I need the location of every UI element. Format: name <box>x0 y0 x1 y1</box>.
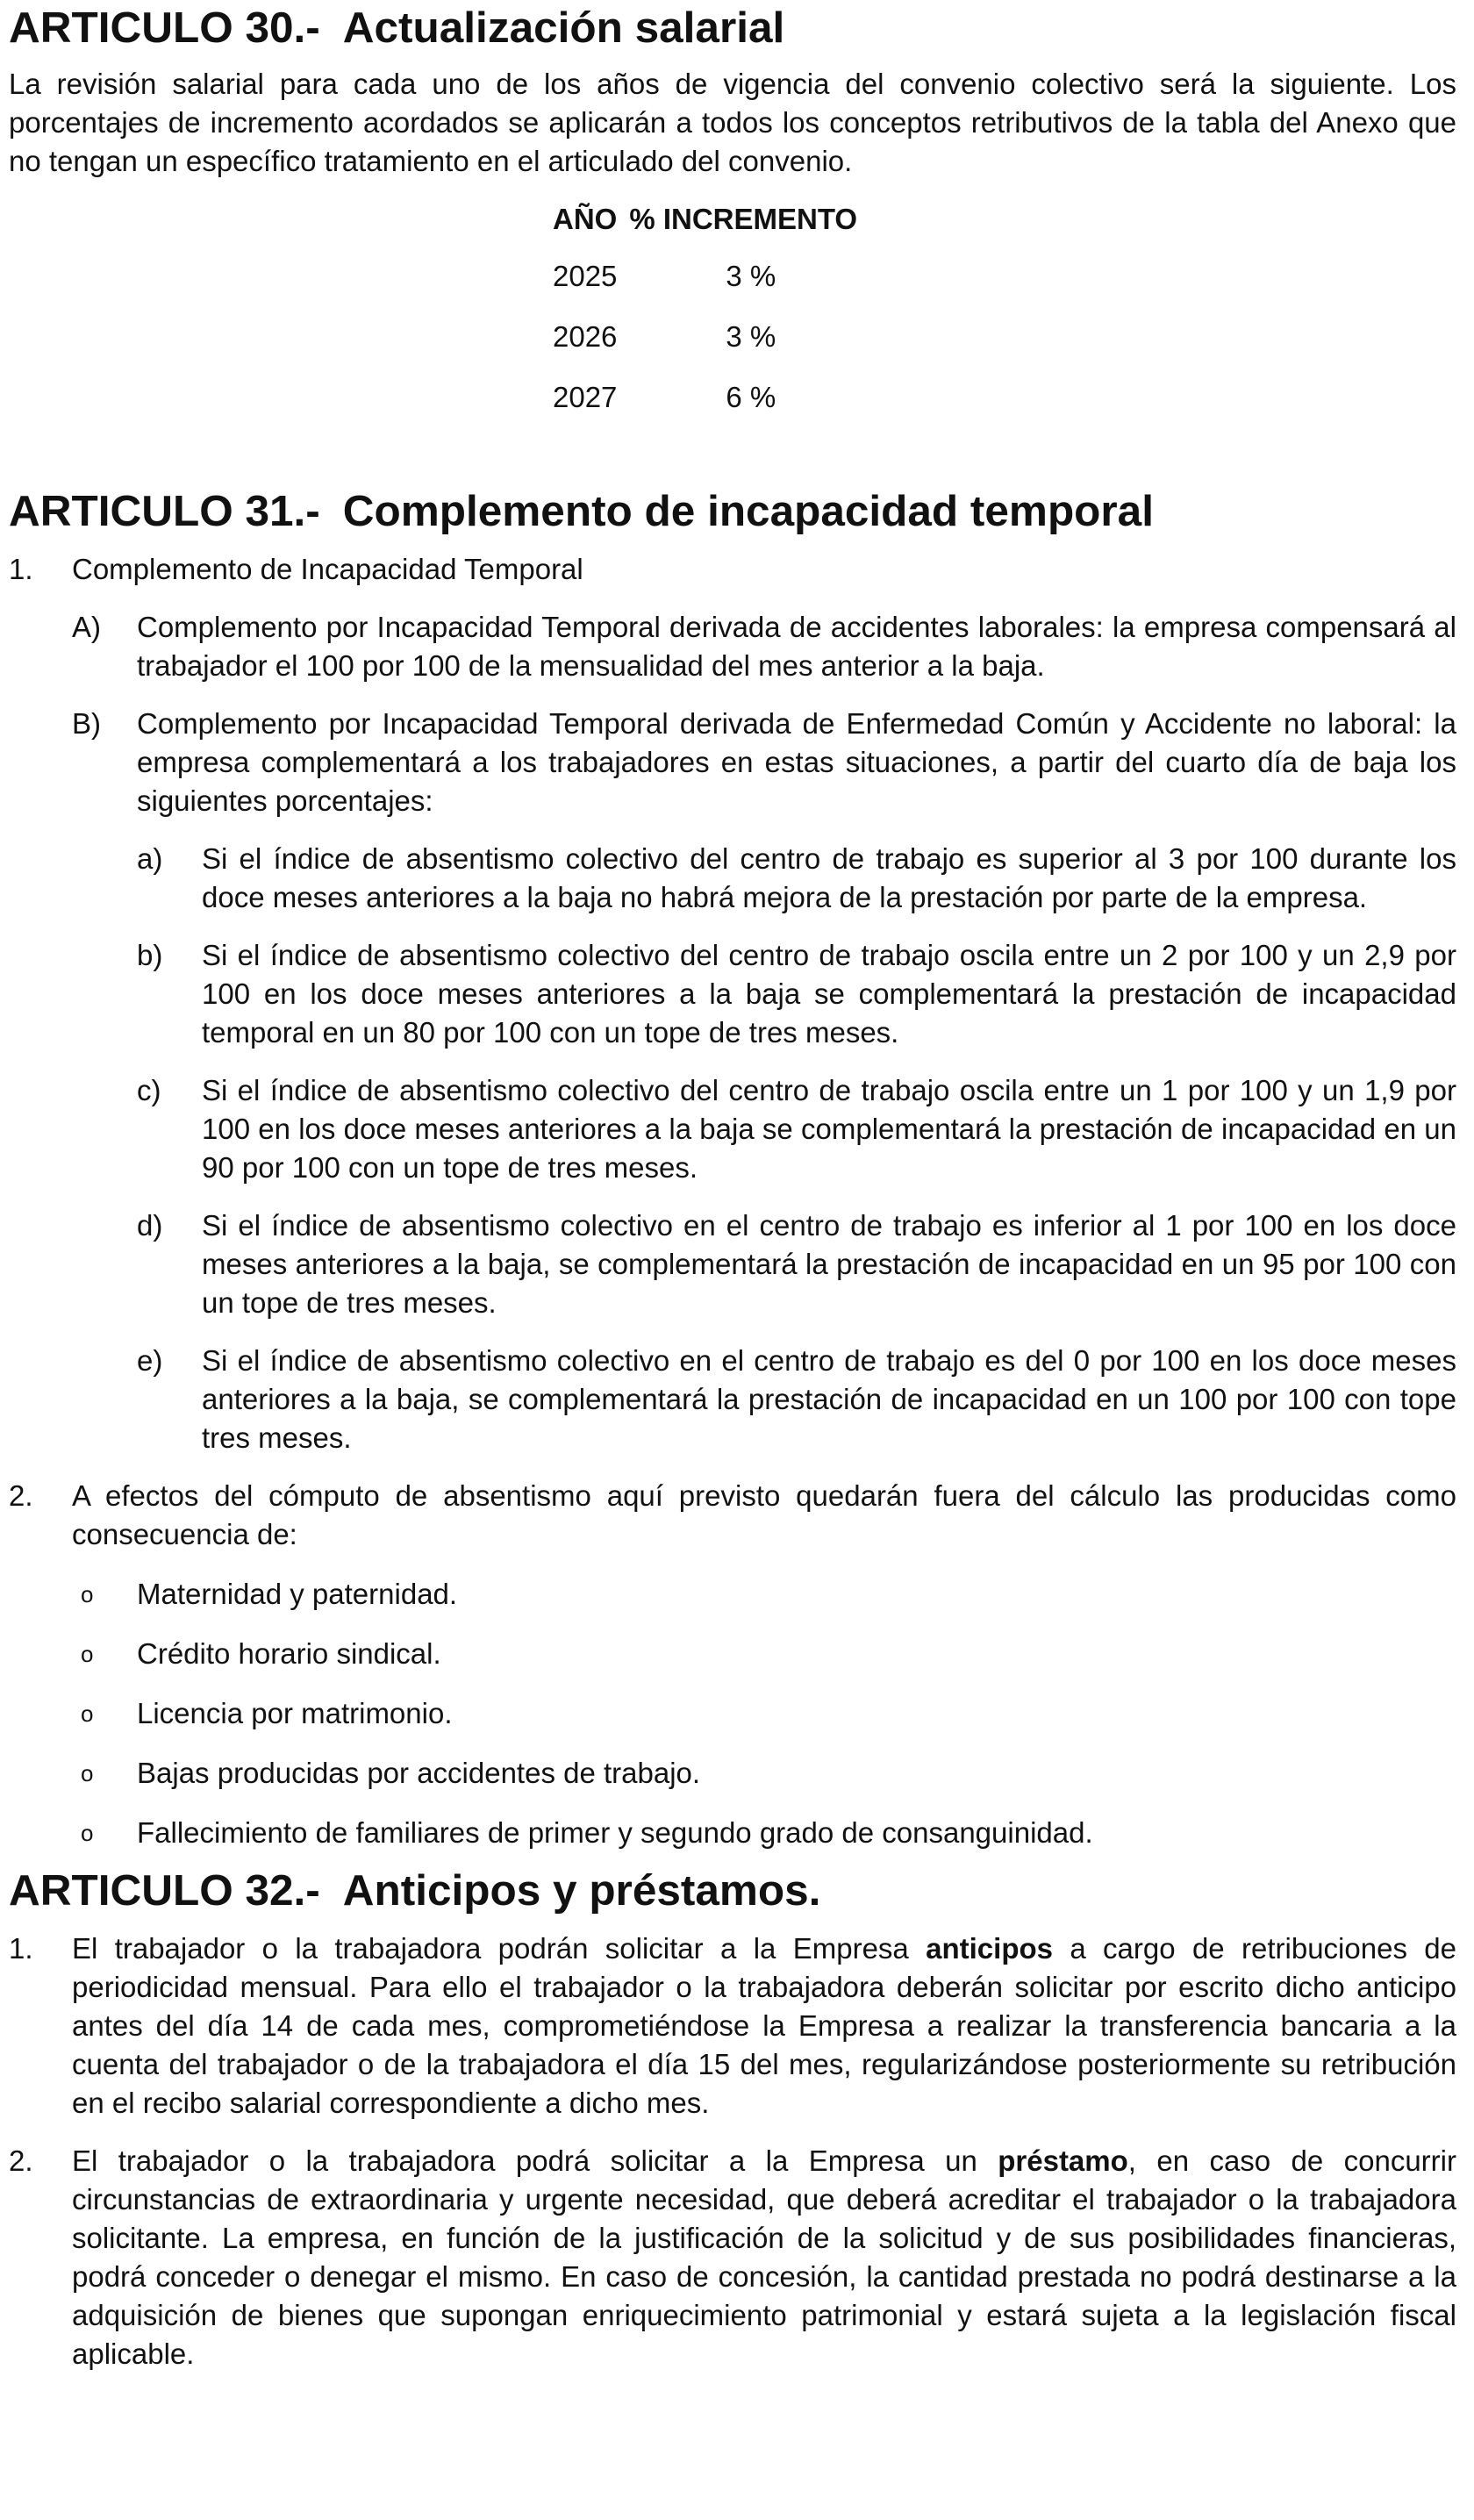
item-keyword: préstamo <box>998 2144 1128 2177</box>
list-item <box>9 1754 1456 1793</box>
art32-title: Anticipos y préstamos. <box>342 1866 821 1915</box>
bullet-icon: o <box>81 1641 94 1667</box>
item-text-start: El trabajador o la trabajadora podrá solicitar a la Empresa un <box>72 2144 998 2177</box>
art31-title: Complemento de incapacidad temporal <box>342 487 1154 535</box>
art32-item-1 <box>9 1929 1456 2123</box>
case-label: c) <box>137 1074 161 1106</box>
bullet-text: Maternidad y paternidad. <box>137 1578 458 1610</box>
bullet-icon: o <box>81 1700 94 1727</box>
list-item <box>9 1575 1456 1614</box>
list-item <box>9 1071 1456 1187</box>
sub-label: A) <box>72 611 101 643</box>
bullet-text: Licencia por matrimonio. <box>137 1697 453 1729</box>
list-item <box>9 1814 1456 1852</box>
art30-intro: La revisión salarial para cada uno de los años de vigencia del convenio colectivo será la siguiente. Los porcentajes de incremento acordados se aplicarán a todos los conceptos retributivos de la tabla del Anexo que no tengan un específico tratamiento en el articulado del convenio. <box>9 68 1456 177</box>
art31-heading <box>9 487 1456 535</box>
item-text-start: El trabajador o la trabajadora podrán solicitar a la Empresa <box>72 1932 927 1965</box>
sub-text: Complemento por Incapacidad Temporal derivada de Enfermedad Común y Accidente no laboral: la empresa complementará a los trabajadores en estas situaciones, a partir del cuarto día de baja los siguientes porcentajes: <box>137 707 1456 817</box>
item-label: 1. <box>9 1932 33 1965</box>
art32-heading <box>9 1866 1456 1915</box>
col-year-header: AÑO <box>553 203 618 235</box>
art32-item-2 <box>9 2142 1456 2373</box>
case-label: e) <box>137 1344 163 1377</box>
art30-title: Actualización salarial <box>342 4 785 52</box>
list-item <box>9 936 1456 1052</box>
bullet-icon: o <box>81 1820 94 1846</box>
year-cell: 2027 <box>553 380 618 413</box>
item-label: 1. <box>9 553 33 585</box>
increment-table-header <box>553 193 869 246</box>
art30-heading <box>9 4 1456 52</box>
item-text <box>72 1929 1456 2123</box>
bullet-text: Bajas producidas por accidentes de trabajo. <box>137 1757 701 1789</box>
document-page <box>9 4 1456 2373</box>
bullet-text: Crédito horario sindical. <box>137 1637 441 1670</box>
pct-cell: 3 % <box>726 319 776 353</box>
sub-text: Complemento por Incapacidad Temporal derivada de accidentes laborales: la empresa compensará al trabajador el 100 por 100 de la mensualidad del mes anterior a la baja. <box>137 611 1456 682</box>
case-text: Si el índice de absentismo colectivo en el centro de trabajo es del 0 por 100 en los doce meses anteriores a la baja, se complementará la prestación de incapacidad en un 100 por 100 con tope tres meses. <box>202 1344 1456 1454</box>
case-text: Si el índice de absentismo colectivo del centro de trabajo oscila entre un 2 por 100 y un 2,9 por 100 en los doce meses anteriores a la baja se complementará la prestación de incapacidad temporal en un 80 por 100 con un tope de tres meses. <box>202 939 1456 1049</box>
list-item <box>9 1206 1456 1322</box>
art31-item-1 <box>9 550 1456 589</box>
increment-table <box>553 193 869 427</box>
year-cell: 2025 <box>553 259 618 292</box>
art32-number: ARTICULO 32.- <box>9 1866 320 1915</box>
bullet-icon: o <box>81 1760 94 1786</box>
item-text: Complemento de Incapacidad Temporal <box>72 553 583 585</box>
art31-number: ARTICULO 31.- <box>9 487 320 535</box>
item-label: 2. <box>9 1479 33 1512</box>
art30-number: ARTICULO 30.- <box>9 4 320 52</box>
case-text: Si el índice de absentismo colectivo del centro de trabajo oscila entre un 1 por 100 y un 1,9 por 100 en los doce meses anteriores a la baja se complementará la prestación de incapacidad en un 90 por 100 con un tope de tres meses. <box>202 1074 1456 1184</box>
case-label: a) <box>137 842 163 875</box>
case-text: Si el índice de absentismo colectivo en el centro de trabajo es inferior al 1 por 100 en los doce meses anteriores a la baja, se complementará la prestación de incapacidad en un 95 por 100 con un tope de tres meses. <box>202 1209 1456 1319</box>
item-text: A efectos del cómputo de absentismo aquí previsto quedarán fuera del cálculo las producidas como consecuencia de: <box>72 1479 1456 1550</box>
art31-item-2 <box>9 1477 1456 1554</box>
case-text: Si el índice de absentismo colectivo del centro de trabajo es superior al 3 por 100 durante los doce meses anteriores a la baja no habrá mejora de la prestación por parte de la empresa. <box>202 842 1456 913</box>
item-text-end: a cargo de retribuciones de periodicidad mensual. Para ello el trabajador o la trabajadora deberán solicitar por escrito dicho anticipo antes del día 14 de cada mes, comprometiéndose la Empresa a realizar la transferencia bancaria a la cuenta del trabajador o de la trabajadora el día 15 del mes, regularizándose posteriormente su retribución en el recibo salarial correspondiente a dicho mes. <box>72 1932 1456 2119</box>
list-item <box>9 1342 1456 1457</box>
art31-sub-b <box>9 705 1456 820</box>
item-keyword: anticipos <box>926 1932 1053 1965</box>
case-label: d) <box>137 1209 163 1242</box>
list-item <box>9 1635 1456 1673</box>
year-cell: 2026 <box>553 319 618 353</box>
list-item <box>9 840 1456 917</box>
col-increment-header: % INCREMENTO <box>629 203 858 235</box>
sub-label: B) <box>72 707 101 740</box>
bullet-text: Fallecimiento de familiares de primer y segundo grado de consanguinidad. <box>137 1816 1093 1849</box>
item-text-end: , en caso de concurrir circunstancias de extraordinaria y urgente necesidad, que deberá acreditar el trabajador o la trabajadora solicitante. La empresa, en función de la justificación de la solicitud y de sus posibilidades financieras, podrá conceder o denegar el mismo. En caso de concesión, la cantidad prestada no podrá destinarse a la adquisición de bienes que supongan enriquecimiento patrimonial y estará sujeta a la legislación fiscal aplicable. <box>72 2144 1456 2370</box>
list-item <box>9 1694 1456 1733</box>
pct-cell: 3 % <box>726 259 776 292</box>
item-label: 2. <box>9 2144 33 2177</box>
table-row <box>553 246 869 306</box>
case-label: b) <box>137 939 163 971</box>
table-row <box>553 367 869 427</box>
pct-cell: 6 % <box>726 380 776 413</box>
table-row <box>553 306 869 367</box>
art31-sub-a <box>9 608 1456 685</box>
item-text <box>72 2142 1456 2373</box>
bullet-icon: o <box>81 1581 94 1607</box>
